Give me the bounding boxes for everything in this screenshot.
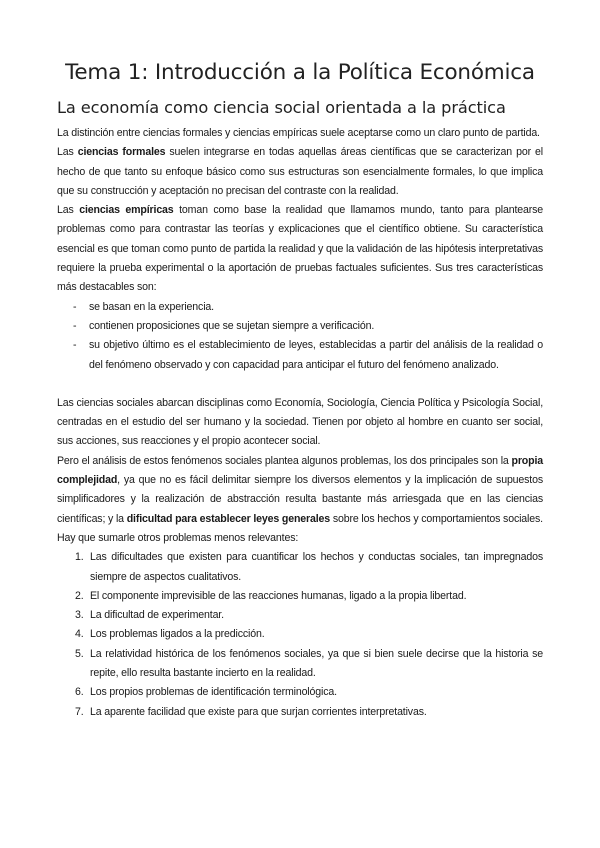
numbered-list [57, 548, 543, 722]
item-text: La aparente facilidad que existe para que surjan corrientes interpretativas. [90, 705, 427, 718]
numbered-list-item [57, 703, 543, 722]
bold-term: dificultad para establecer leyes generales [126, 512, 331, 525]
dash-list-item: - se basan en la experiencia. [73, 298, 543, 317]
paragraph-problems [57, 452, 543, 529]
text-span: sobre los hechos y comportamientos sociales. [330, 512, 543, 525]
item-number: 6. [75, 686, 84, 699]
item-text: La dificultad de experimentar. [90, 609, 224, 622]
numbered-list-item [57, 683, 543, 702]
text-span: Las [57, 146, 78, 159]
bold-term: propia complejidad [57, 454, 543, 487]
item-text: La relatividad histórica de los fenómenos sociales, ya que si bien suele decirse que la historia se repite, ello resulta bastante incierto en la realidad. [90, 647, 543, 680]
paragraph-formal-sciences [57, 143, 543, 201]
numbered-list-item [57, 606, 543, 625]
numbered-list-item [57, 548, 543, 587]
paragraph-social-sciences: Las ciencias sociales abarcan disciplinas como Economía, Sociología, Ciencia Política y Psicología Social, centradas en el estudio del ser humano y la sociedad. Tienen por objeto al hombre en cuanto ser social, sus acciones, sus reacciones y el propio acontecer social. [57, 396, 543, 448]
item-number: 4. [75, 628, 84, 641]
item-number: 5. [75, 647, 84, 660]
numbered-list-item [57, 645, 543, 684]
numbered-list-item [57, 587, 543, 606]
section-heading: La economía como ciencia social orientada a la práctica [57, 98, 506, 117]
item-number: 1. [75, 551, 84, 564]
item-text: El componente imprevisible de las reacciones humanas, ligado a la propia libertad. [90, 589, 467, 602]
text-span: , ya que no es fácil delimitar siempre los diversos elementos y la implicación de supuestos simplificadores y la realización de abstracción resulta bastante más arriesgada que en las ciencias científicas; y la [57, 474, 543, 525]
item-number: 3. [75, 609, 84, 622]
item-number: 7. [75, 705, 84, 718]
paragraph-intro: La distinción entre ciencias formales y ciencias empíricas suele aceptarse como un claro punto de partida. [57, 127, 540, 139]
spacer [57, 375, 543, 394]
item-number: 2. [75, 589, 84, 602]
dash-list-item: - contienen proposiciones que se sujetan siempre a verificación. [73, 317, 543, 336]
bold-term: ciencias formales [77, 146, 166, 159]
numbered-list-item [57, 625, 543, 644]
text-span: toman como base la realidad que llamamos mundo, tanto para plantearse problemas como para contrastar las teorías y explicaciones que el científico obtiene. Su característica esencial es que toman como punto de partida la realidad y que la validación de las hipótesis interpretativas requiere la prueba experimental o la aportación de pruebas factuales suficientes. Sus tres características más destacables son: [57, 204, 543, 294]
dash-list-item: - su objetivo último es el establecimiento de leyes, establecidas a partir del análisis de la realidad o del fenómeno observado y con capacidad para anticipar el futuro del fenómeno analizado. [73, 336, 543, 375]
paragraph-other-problems: Hay que sumarle otros problemas menos relevantes: [57, 531, 299, 544]
item-text: Los propios problemas de identificación terminológica. [90, 686, 337, 699]
paragraph-empirical-sciences [57, 201, 543, 297]
text-span: suelen integrarse en todas aquellas áreas científicas que se caracterizan por el hecho de que tanto su enfoque básico como sus estructuras son esencialmente formales, lo que implica que su construcción y aceptación no precisan del contraste con la realidad. [57, 146, 543, 197]
text-span: Las [57, 204, 80, 217]
page-title: Tema 1: Introducción a la Política Económica [65, 60, 535, 85]
dash-list [57, 298, 543, 375]
text-span: Pero el análisis de estos fenómenos sociales plantea algunos problemas, los dos principales son la [57, 454, 512, 467]
item-text: Los problemas ligados a la predicción. [90, 628, 265, 641]
bold-term: ciencias empíricas [79, 204, 174, 217]
item-text: Las dificultades que existen para cuantificar los hechos y conductas sociales, tan impregnados siempre de aspectos cualitativos. [90, 551, 543, 583]
